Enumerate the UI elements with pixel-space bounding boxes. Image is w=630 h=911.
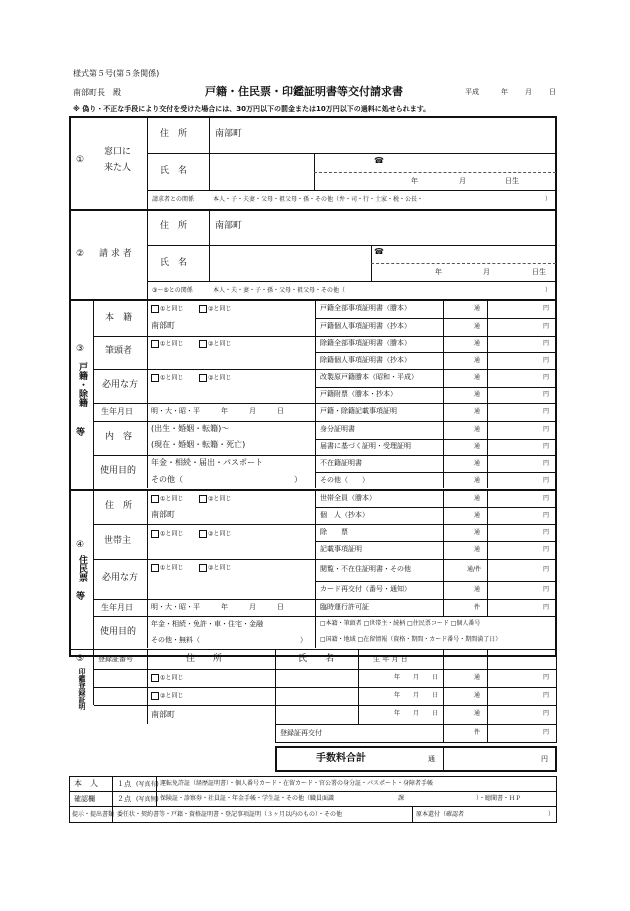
date-year: 年 — [501, 88, 508, 96]
section2-relation-label: ③～⑤との関係 — [152, 287, 193, 294]
section4-jusho-label: 住 所 — [105, 501, 133, 511]
unit-tsu: 通 — [474, 391, 481, 398]
unit-tsu_ken: 通/件 — [467, 566, 482, 573]
section4-setainushi-same2[interactable]: ②と同じ — [199, 530, 231, 538]
unit-tsu: 通 — [474, 340, 481, 347]
unit-tsu: 通 — [474, 426, 481, 433]
section2-birth-day: 日生 — [532, 268, 546, 276]
section3-cert-item[interactable]: 身分証明書 — [320, 425, 355, 433]
footer-line2[interactable]: 保険証・診察券・社員証・年金手帳・学生証・その他（職員面識 — [160, 795, 335, 802]
section1-address-label: 住 所 — [160, 129, 188, 139]
section3-hittousha-label: 筆頭者 — [105, 346, 133, 356]
section4-setainushi-label: 世帯主 — [104, 536, 132, 546]
section1-phone-field[interactable] — [386, 155, 554, 171]
section4-options-2[interactable]: □国籍・地域 □在留情報（資格・期間・カード番号・期間満了日） — [320, 636, 502, 643]
unit-tsu: 通 — [474, 674, 481, 681]
addressee: 南部町長 殿 — [73, 88, 121, 97]
section4-jusho-same1[interactable]: ①と同じ — [151, 495, 183, 503]
section2-address-value[interactable]: 南部町 — [215, 221, 243, 231]
section5-reissue: 登録証再交付 — [280, 729, 322, 737]
section4-number: ④ — [76, 540, 85, 550]
section4-birth-value[interactable]: 明・大・昭・平 年 月 日 — [151, 603, 284, 611]
unit-yen: 円 — [543, 566, 550, 573]
section5-col-birth: 生 年 月 日 — [373, 655, 408, 663]
section1-relation-value[interactable]: 本人・子・夫妻・父母・祖父母・孫・その他（弁・司・行・土家・税・公長・ — [213, 196, 424, 203]
checkbox-icon — [151, 674, 159, 682]
section1-birth-year: 年 — [411, 177, 418, 185]
section4-mokuteki-1[interactable]: 年金・相続・免許・車・住宅・金融 — [151, 620, 263, 628]
section4-cert-item[interactable]: カード再交付（番号・通知） — [320, 585, 411, 593]
section1-birth-month: 月 — [459, 177, 466, 185]
ymd-day: 日 — [432, 674, 439, 681]
unit-yen: 円 — [543, 692, 550, 699]
unit-yen: 円 — [543, 426, 550, 433]
checkbox-icon — [199, 564, 207, 572]
unit-tsu: 通 — [474, 710, 481, 717]
section3-cert-item[interactable]: 不在籍証明書 — [320, 459, 362, 467]
unit-tsu: 通 — [474, 546, 481, 553]
section3-cert-item[interactable]: 届書に基づく証明・受理証明 — [320, 442, 411, 450]
unit-yen: 円 — [543, 546, 550, 553]
section3-mokuteki-label: 使用目的 — [100, 466, 137, 476]
section3-honseki-same1[interactable]: ①と同じ — [151, 305, 183, 313]
section3-number: ③ — [76, 344, 85, 354]
unit-tsu: 通 — [474, 374, 481, 381]
section4-cert-item[interactable]: 個 人（抄本） — [320, 511, 369, 519]
section3-cert-item[interactable]: その他（ ） — [320, 476, 369, 484]
section3-naiyou-1[interactable]: (出生・婚姻・転籍)～ — [151, 424, 230, 433]
section3-naiyou-label: 内 容 — [105, 432, 133, 442]
unit-yen: 円 — [543, 586, 550, 593]
section1-name-field[interactable] — [210, 154, 313, 189]
footer-line1[interactable]: 運転免許証（経歴証明書）・個人番号カード・在留カード・官公署の身分証・パスポート・身障者手帳 — [160, 780, 434, 787]
section5-number: ⑤ — [76, 654, 85, 664]
unit-yen: 円 — [543, 323, 550, 330]
footer-points-1: １点 — [117, 780, 131, 788]
footer-label-honnin: 本 人 — [74, 779, 98, 788]
form-title: 戸籍・住民票・印鑑証明書等交付請求書 — [205, 85, 403, 98]
section5-col-address: 住 所 — [186, 654, 223, 664]
unit-tsu: 通 — [474, 443, 481, 450]
total-unit: 通 — [428, 755, 435, 763]
section3-label: 戸籍・除籍 — [77, 362, 87, 407]
section3-hitsuyou-label: 必用な方 — [102, 380, 139, 390]
unit-yen: 円 — [543, 443, 550, 450]
section3-honseki-value[interactable]: 南部町 — [151, 321, 175, 330]
unit-yen: 円 — [543, 529, 550, 536]
checkbox-icon — [199, 374, 207, 382]
section4-mokuteki-2[interactable]: その他・無料（ — [151, 636, 200, 644]
ymd-day: 日 — [432, 692, 439, 699]
unit-tsu: 通 — [474, 512, 481, 519]
checkbox-icon — [151, 340, 159, 348]
section3-birth-label: 生年月日 — [101, 407, 133, 416]
unit-yen: 円 — [543, 340, 550, 347]
section2-name-label: 氏 名 — [160, 258, 188, 268]
unit-yen: 円 — [543, 495, 550, 502]
unit-yen: 円 — [543, 408, 550, 415]
footer-label-documents: 提示・提出書類 — [72, 811, 115, 818]
section2-address-label: 住 所 — [160, 221, 188, 231]
section2-relation-value[interactable]: 本人・夫・妻・子・孫・父母・祖父母・その他（ — [213, 287, 346, 294]
section3-mokuteki-2[interactable]: その他（ — [151, 475, 183, 484]
unit-tsu: 通 — [474, 408, 481, 415]
section2-label: 請 求 者 — [99, 249, 132, 259]
ymd-year: 年 — [394, 692, 401, 699]
section3-label2: 等 — [76, 428, 86, 438]
unit-ken: 件 — [474, 729, 481, 736]
unit-yen: 円 — [543, 674, 550, 681]
section4-hitsuyou-same1[interactable]: ①と同じ — [151, 564, 183, 572]
section4-hitsuyou-label: 必用な方 — [102, 573, 139, 583]
unit-yen: 円 — [543, 357, 550, 364]
section3-cert-item[interactable]: 改製原戸籍謄本（昭和・平成） — [320, 373, 418, 381]
section3-naiyou-2[interactable]: (現在・婚姻・転籍・死亡) — [151, 440, 246, 449]
section5-label: 印鑑登録証明 — [78, 668, 86, 710]
section3-birth-value[interactable]: 明・大・昭・平 年 月 日 — [151, 407, 284, 415]
footer-label-kakunin: 確認欄 — [74, 795, 95, 803]
unit-tsu: 通 — [474, 323, 481, 330]
section4-cert-item[interactable]: 世帯全員（謄本） — [320, 494, 376, 502]
section1-birth-day: 日生 — [505, 177, 519, 185]
section4-options-1[interactable]: □本籍・筆頭者 □世帯主・続柄 □住民票コード □個人番号 — [320, 620, 481, 627]
warning-text: ※ 偽り・不正な手段により交付を受けた場合には、30万円以下の罰金または10万円以下の過料に処せられます。 — [73, 105, 431, 113]
section3-hitsuyou-same2[interactable]: ②と同じ — [199, 374, 231, 382]
ymd-year: 年 — [394, 674, 401, 681]
unit-tsu: 通 — [474, 495, 481, 502]
checkbox-icon — [151, 564, 159, 572]
section3-honseki-label: 本 籍 — [105, 313, 133, 323]
unit-tsu: 通 — [474, 692, 481, 699]
section1-label-b: 来た人 — [104, 163, 132, 173]
section4-birth-label: 生年月日 — [101, 603, 133, 612]
unit-tsu: 通 — [474, 357, 481, 364]
section1-address-value[interactable]: 南部町 — [215, 129, 243, 139]
section2-name-field[interactable] — [210, 246, 370, 280]
section3-hittousha-same1[interactable]: ①と同じ — [151, 340, 183, 348]
unit-yen: 円 — [543, 374, 550, 381]
section5-row3[interactable]: 南部町 — [151, 710, 175, 719]
date-era: 平成 — [465, 88, 479, 96]
footer-line3-end[interactable]: 原本還付（確認者 — [416, 811, 465, 818]
section3-honseki-same2[interactable]: ②と同じ — [199, 305, 231, 313]
unit-tsu: 通 — [474, 586, 481, 593]
ymd-day: 日 — [432, 710, 439, 717]
phone-icon: ☎ — [374, 247, 384, 256]
unit-yen: 円 — [543, 460, 550, 467]
checkbox-icon — [151, 374, 159, 382]
unit-tsu: 通 — [474, 477, 481, 484]
section3-cert-item[interactable]: 除籍全部事項証明書（謄本） — [320, 339, 411, 347]
section2-birth-year: 年 — [435, 268, 442, 276]
section4-hitsuyou-same2[interactable]: ②と同じ — [199, 564, 231, 572]
phone-icon: ☎ — [374, 156, 384, 165]
section5-row1[interactable]: ①と同じ — [151, 674, 183, 682]
ymd-month: 月 — [413, 710, 420, 717]
section1-label-a: 窓口に — [104, 147, 132, 157]
unit-tsu: 通 — [474, 529, 481, 536]
checkbox-icon — [151, 692, 159, 700]
section4-mokuteki-label: 使用目的 — [100, 627, 137, 637]
section4-label2: 等 — [76, 592, 86, 602]
section4-cert-item[interactable]: 閲覧・不在住証明書・その他 — [320, 565, 411, 573]
section4-cert-item[interactable]: 除 票 — [320, 528, 348, 536]
section4-jusho-same2[interactable]: ②と同じ — [199, 495, 231, 503]
section4-label: 住民票 — [77, 555, 87, 582]
checkbox-icon — [151, 305, 159, 313]
unit-yen: 円 — [543, 710, 550, 717]
section2-number: ② — [76, 249, 85, 259]
section5-row2[interactable]: ②と同じ — [151, 692, 183, 700]
section4-setainushi-same1[interactable]: ①と同じ — [151, 530, 183, 538]
unit-yen: 円 — [543, 305, 550, 312]
checkbox-icon — [199, 495, 207, 503]
unit-yen: 円 — [543, 391, 550, 398]
total-yen: 円 — [541, 755, 548, 763]
ymd-year: 年 — [394, 710, 401, 717]
section1-name-label: 氏 名 — [160, 166, 188, 176]
section3-cert-item[interactable]: 除籍個人事項証明書（抄本） — [320, 356, 411, 364]
section3-cert-item[interactable]: 戸籍附票（謄本・抄本） — [320, 390, 397, 398]
section4-cert-item[interactable]: 記載事項証明 — [320, 545, 362, 553]
section3-hittousha-same2[interactable]: ②と同じ — [199, 340, 231, 348]
ymd-month: 月 — [413, 692, 420, 699]
section2-phone-field[interactable] — [386, 246, 554, 262]
checkbox-icon — [199, 340, 207, 348]
section5-col-reg: 登録証番号 — [98, 655, 133, 663]
form-number: 様式第５号(第５条関係) — [73, 69, 160, 78]
section3-cert-item[interactable]: 戸籍全部事項証明書（謄本） — [320, 304, 411, 312]
section2-birth-month: 月 — [483, 268, 490, 276]
section3-hitsuyou-same1[interactable]: ①と同じ — [151, 374, 183, 382]
unit-yen: 円 — [543, 604, 550, 611]
checkbox-icon — [199, 305, 207, 313]
unit-tsu: 通 — [474, 460, 481, 467]
total-amount-field[interactable] — [446, 748, 538, 770]
section1-number: ① — [76, 155, 85, 165]
checkbox-icon — [151, 495, 159, 503]
unit-yen: 円 — [543, 477, 550, 484]
section5-col-name: 氏 名 — [298, 654, 335, 664]
unit-tsu: 通 — [474, 305, 481, 312]
total-label: 手数料合計 — [316, 753, 366, 764]
ymd-month: 月 — [413, 674, 420, 681]
section3-cert-item[interactable]: 戸籍・除籍記載事項証明 — [320, 407, 397, 415]
footer-points-2: ２点 — [117, 795, 131, 803]
section4-jusho-value[interactable]: 南部町 — [151, 510, 175, 519]
section1-relation-label: 請求者との関係 — [152, 196, 195, 203]
checkbox-icon — [151, 530, 159, 538]
date-day: 日 — [549, 88, 556, 96]
unit-yen: 円 — [543, 512, 550, 519]
total-count-field[interactable] — [364, 748, 424, 770]
footer-line3[interactable]: 委任状・契約書等・戸籍・資格証明書・登記事項証明（３ヶ月以内のもの）・その他 — [117, 811, 343, 818]
unit-ken: 件 — [474, 604, 481, 611]
date-month: 月 — [525, 88, 532, 96]
section3-mokuteki-1[interactable]: 年金・相続・届出・パスポート — [151, 458, 263, 467]
unit-yen: 円 — [543, 729, 550, 736]
section3-cert-item[interactable]: 戸籍個人事項証明書（抄本） — [320, 322, 411, 330]
section4-cert-item[interactable]: 臨時運行許可証 — [320, 603, 369, 611]
checkbox-icon — [199, 530, 207, 538]
